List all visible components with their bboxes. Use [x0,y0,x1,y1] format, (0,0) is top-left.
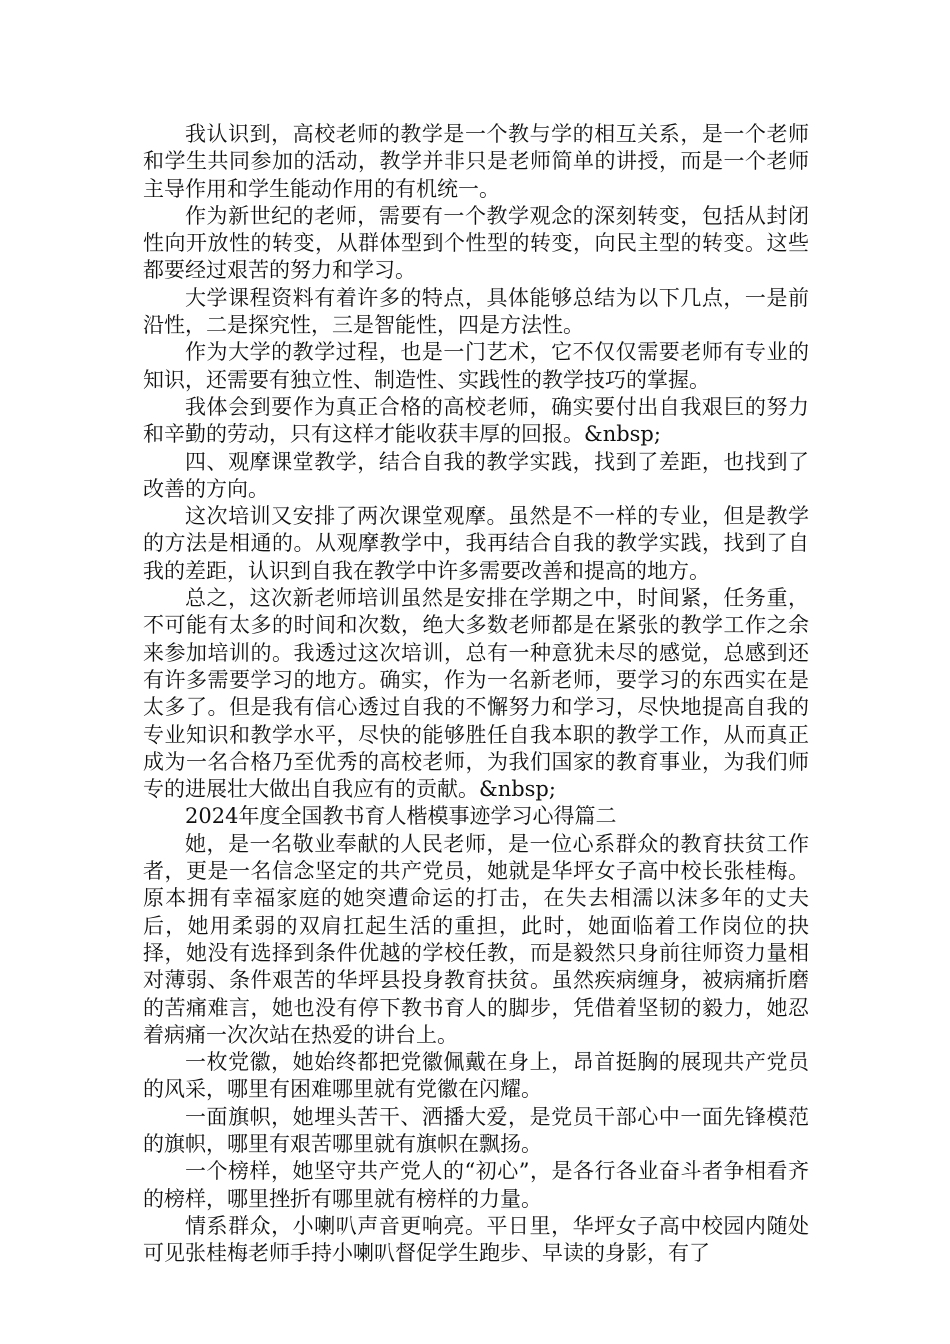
paragraph-banner: 一面旗帜，她埋头苦干、洒播大爱，是党员干部心中一面先锋模范的旗帜，哪里有艰苦哪里就有旗帜在飘扬。 [143,1104,809,1156]
paragraph-effort: 我体会到要作为真正合格的高校老师，确实要付出自我艰巨的努力和辛勤的劳动，只有这样才能收获丰厚的回报。&nbsp; [143,394,809,447]
paragraph-section-four: 四、观摩课堂教学，结合自我的教学实践，找到了差距，也找到了改善的方向。 [143,449,809,501]
paragraph-teaching-art: 作为大学的教学过程，也是一门艺术，它不仅仅需要老师有专业的知识，还需要有独立性、制造性、实践性的教学技巧的掌握。 [143,340,809,392]
paragraph-zhang-guimei: 她，是一名敬业奉献的人民老师，是一位心系群众的教育扶贫工作者，更是一名信念坚定的共产党员，她就是华坪女子高中校长张桂梅。原本拥有幸福家庭的她突遭命运的打击，在失去相濡以沫多年的丈夫后，她用柔弱的双肩扛起生活的重担，此时，她面临着工作岗位的抉择，她没有选择到条件优越的学校任教，而是毅然只身前往师资力量相对薄弱、条件艰苦的华坪县投身教育扶贫。虽然疾病缠身，被病痛折磨的苦痛难言，她也没有停下教书育人的脚步，凭借着坚韧的毅力，她忍着病痛一次次站在热爱的讲台上。 [143,831,809,1047]
section-heading: 2024年度全国教书育人楷模事迹学习心得篇二 [185,804,617,829]
document-body [143,121,809,1267]
paragraph-loudspeaker: 情系群众，小喇叭声音更响亮。平日里，华坪女子高中校园内随处可见张桂梅老师手持小喇叭督促学生跑步、早读的身影，有了 [143,1213,809,1266]
paragraph-teaching-relationship: 我认识到，高校老师的教学是一个教与学的相互关系，是一个老师和学生共同参加的活动，教学并非只是老师简单的讲授，而是一个老师主导作用和学生能动作用的有机统一。 [143,122,809,201]
paragraph-summary: 总之，这次新老师培训虽然是安排在学期之中，时间紧，任务重，不可能有太多的时间和次数，绝大多数老师都是在紧张的教学工作之余来参加培训的。我透过这次培训，总有一种意犹未尽的感觉，总感到还有许多需要学习的地方。确实，作为一名新老师，要学习的东西实在是太多了。但是我有信心透过自我的不懈努力和学习，尽快地提高自我的专业知识和教学水平，尽快的能够胜任自我本职的教学工作，从而真正成为一名合格乃至优秀的高校老师，为我们国家的教育事业，为我们师专的进展壮大做出自我应有的贡献。&nbsp; [143,586,809,802]
paragraph-course-features: 大学课程资料有着许多的特点，具体能够总结为以下几点，一是前沿性，二是探究性，三是智能性，四是方法性。 [143,285,809,338]
paragraph-party-badge: 一枚党徽，她始终都把党徽佩戴在身上，昂首挺胸的展现共产党员的风采，哪里有困难哪里就有党徽在闪耀。 [143,1050,809,1102]
paragraph-teaching-concept: 作为新世纪的老师，需要有一个教学观念的深刻转变，包括从封闭性向开放性的转变，从群体型到个性型的转变，向民主型的转变。这些都要经过艰苦的努力和学习。 [143,203,809,283]
paragraph-role-model: 一个榜样，她坚守共产党人的“初心”，是各行各业奋斗者争相看齐的榜样，哪里挫折有哪里就有榜样的力量。 [143,1159,809,1211]
paragraph-observation: 这次培训又安排了两次课堂观摩。虽然是不一样的专业，但是教学的方法是相通的。从观摩教学中，我再结合自我的教学实践，找到了自我的差距，认识到自我在教学中许多需要改善和提高的地方。 [143,504,809,583]
